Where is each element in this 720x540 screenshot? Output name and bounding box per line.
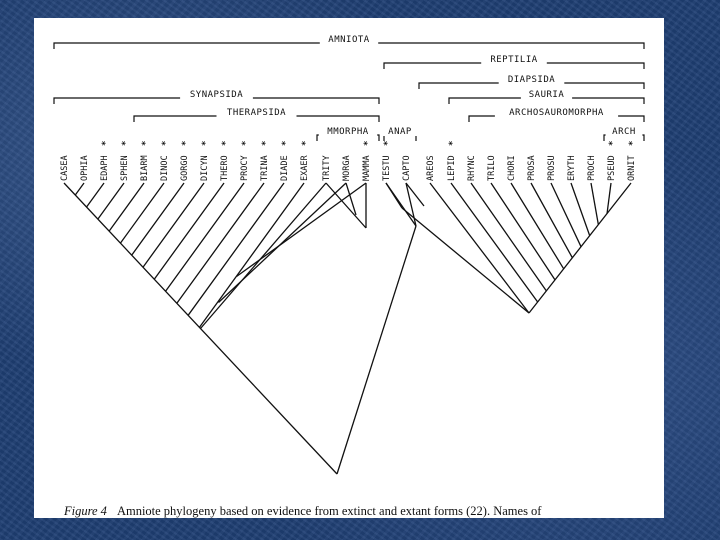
taxon-label: MAMMA [362, 155, 372, 181]
branch-left [120, 183, 164, 243]
branch-left [87, 183, 104, 207]
taxon-label: TRILO [487, 155, 497, 181]
taxon-label: RHYNC [467, 155, 477, 181]
branch-left [143, 183, 204, 267]
clade-label-reptilia: REPTILIA [490, 55, 538, 65]
taxon-star: * [121, 140, 131, 146]
taxon-label: PROCH [587, 155, 597, 181]
taxon-label: TRINA [260, 155, 270, 181]
branch-root-right [337, 226, 416, 474]
taxon-star: * [141, 140, 151, 146]
branch-right [529, 183, 631, 313]
clade-label-amniota: AMNIOTA [328, 35, 370, 45]
taxon-star: * [448, 140, 458, 146]
clade-label-diapsida: DIAPSIDA [507, 75, 556, 85]
taxon-label: MORGA [342, 155, 352, 181]
taxon-label: DINOC [160, 155, 170, 181]
branch-right [491, 183, 555, 280]
clade-label-therapsida: THERAPSIDA [226, 108, 287, 118]
taxon-star: * [608, 140, 618, 146]
branch-left [177, 183, 264, 303]
taxon-label: ERYTH [567, 155, 577, 181]
branch-left [154, 183, 224, 279]
taxon-label: CAPTO [402, 155, 412, 181]
taxon-label: CHORI [507, 155, 517, 181]
branch-right [386, 183, 402, 208]
clade-label-synapsida: SYNAPSIDA [189, 90, 244, 100]
branch-left [98, 183, 124, 219]
taxon-label: PROSU [547, 155, 557, 181]
clade-label-sauria: SAURIA [528, 90, 565, 100]
taxon-star: * [241, 140, 251, 146]
taxon-label: TESTU [382, 155, 392, 181]
branch-left [75, 183, 84, 195]
branch-left [109, 183, 144, 231]
figure-panel [34, 18, 664, 518]
taxon-label: TRITY [322, 155, 332, 181]
taxon-star: * [101, 140, 111, 146]
phylogeny-diagram [34, 18, 664, 498]
taxon-label: DIADE [280, 155, 290, 181]
taxon-star: * [281, 140, 291, 146]
taxon-label: OPHIA [80, 155, 90, 181]
branch-right [571, 183, 590, 236]
branch-left [326, 183, 366, 228]
taxon-star: * [181, 140, 191, 146]
taxon-label: EXAER [300, 155, 310, 181]
branch-left [201, 183, 327, 329]
taxon-label: GORGO [180, 155, 190, 181]
branch-left [132, 183, 184, 255]
branch-right [430, 183, 529, 313]
taxon-star: * [628, 140, 638, 146]
taxon-label: DICYN [200, 155, 210, 181]
branch-left [237, 183, 367, 277]
branch-left [166, 183, 244, 291]
taxon-star: * [161, 140, 171, 146]
taxon-label: PROSA [527, 155, 537, 181]
taxon-label: CASEA [60, 155, 70, 181]
clade-label-anap: ANAP [388, 127, 412, 137]
taxon-star: * [301, 140, 311, 146]
taxon-label: AREOS [426, 155, 436, 181]
taxon-star: * [201, 140, 211, 146]
clade-label-mmorpha: MMORPHA [327, 127, 369, 137]
taxon-star: * [363, 140, 373, 146]
branch-right [551, 183, 581, 247]
taxon-label: BIARM [140, 155, 150, 181]
branch-left [199, 183, 304, 327]
taxon-label: LEPID [447, 155, 457, 181]
taxon-star: * [261, 140, 271, 146]
taxon-label: EDAPH [100, 155, 110, 181]
clade-label-archosauromorpha: ARCHOSAUROMORPHA [509, 108, 604, 118]
taxon-label: THERO [220, 155, 230, 181]
branch-right [402, 208, 529, 313]
taxon-star: * [383, 140, 393, 146]
taxon-star: * [221, 140, 231, 146]
branch-right [531, 183, 572, 258]
caption-text: Amniote phylogeny based on evidence from extinct and extant forms (22). Names of [116, 504, 542, 518]
taxon-label: SPHEN [120, 155, 130, 181]
figure-caption [64, 504, 541, 518]
clade-label-arch: ARCH [612, 127, 636, 137]
branch-right [591, 183, 598, 225]
taxon-label: PROCY [240, 155, 250, 181]
taxon-label: PSEUD [607, 155, 617, 181]
caption-label: Figure 4 [64, 504, 107, 518]
taxon-label: ORNIT [627, 155, 637, 181]
